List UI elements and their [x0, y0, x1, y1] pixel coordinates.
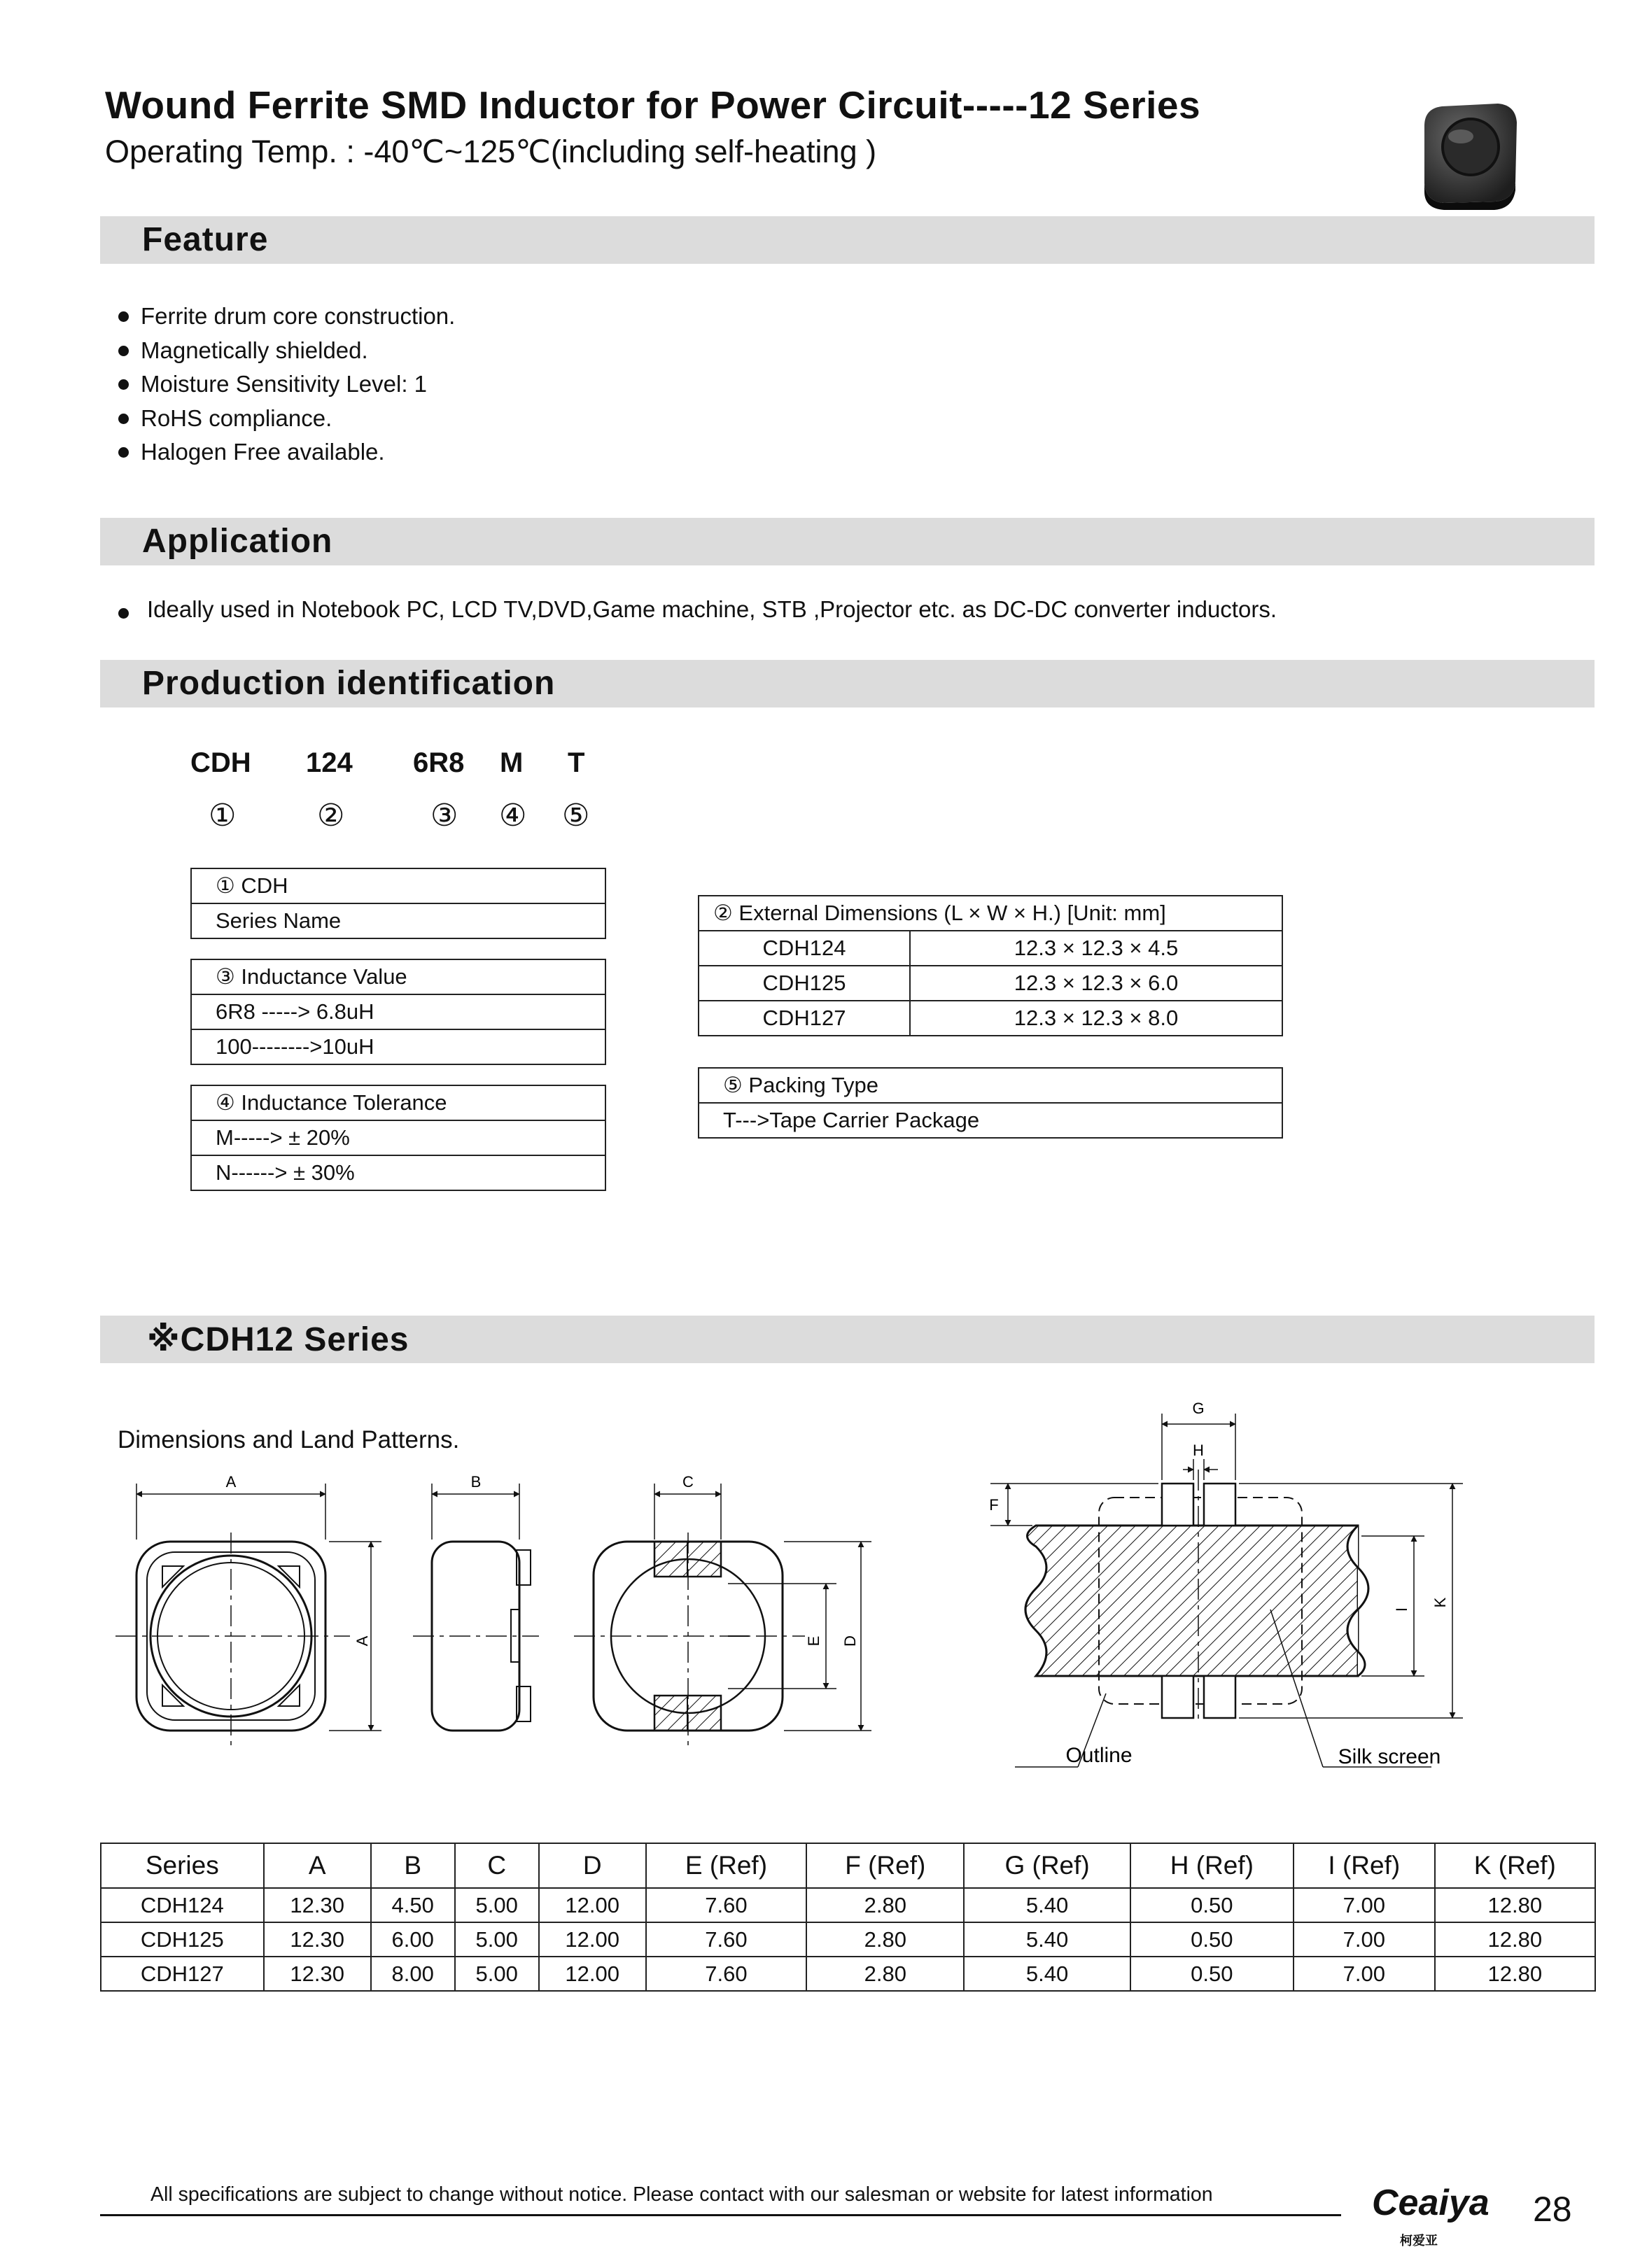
dimensions-size: 12.3 × 12.3 × 4.5 [909, 931, 1282, 965]
table-cell: CDH125 [101, 1922, 264, 1957]
brand-logo: Ceaiya [1372, 2183, 1490, 2223]
list-item: Magnetically shielded. [115, 334, 455, 368]
list-item: RoHS compliance. [115, 402, 455, 436]
outline-label: Outline [1065, 1744, 1133, 1767]
inductor-product-image [1410, 98, 1529, 210]
table-cell: 12.00 [539, 1922, 646, 1957]
table-cell: 5.40 [964, 1957, 1130, 1991]
code-number-4: ④ [499, 798, 527, 833]
table-cell: 7.00 [1294, 1957, 1435, 1991]
column-header: A [264, 1843, 371, 1888]
table-cell: 12.30 [264, 1922, 371, 1957]
side-view-drawing [413, 1484, 539, 1731]
dimensions-model: CDH125 [762, 971, 846, 995]
series-box-header: ① CDH [216, 873, 288, 898]
table-cell: 7.60 [646, 1957, 806, 1991]
code-number-2: ② [317, 798, 345, 833]
dimensions-label: Dimensions and Land Patterns. [118, 1426, 460, 1453]
table-cell: 5.40 [964, 1922, 1130, 1957]
dim-label-k: K [1431, 1597, 1449, 1608]
series-name-box [190, 868, 606, 939]
dim-label-c: C [682, 1473, 694, 1491]
dimensions-model: CDH127 [762, 1006, 846, 1030]
column-header: F (Ref) [806, 1843, 964, 1888]
application-text: Ideally used in Notebook PC, LCD TV,DVD,Game machine, STB ,Projector etc. as DC-DC converter inductors. [115, 596, 1277, 623]
column-header: H (Ref) [1130, 1843, 1294, 1888]
table-cell: 7.00 [1294, 1922, 1435, 1957]
tolerance-box-header: ④ Inductance Tolerance [216, 1090, 447, 1115]
table-cell: 4.50 [371, 1888, 455, 1922]
list-item: Moisture Sensitivity Level: 1 [115, 367, 455, 402]
feature-list [115, 300, 455, 470]
dimensions-box-header: ② External Dimensions (L × W × H.) [Unit: mm] [713, 901, 1166, 925]
table-cell: 12.30 [264, 1957, 371, 1991]
page-number: 28 [1533, 2190, 1572, 2229]
dim-label-d: D [841, 1635, 859, 1647]
dim-label-b: B [470, 1473, 482, 1491]
table-cell: CDH124 [101, 1888, 264, 1922]
inductance-tolerance-box [190, 1085, 606, 1191]
table-cell: 5.00 [455, 1922, 539, 1957]
table-cell: 12.80 [1435, 1888, 1595, 1922]
table-row [101, 1957, 1595, 1991]
table-cell: 6.00 [371, 1922, 455, 1957]
brand-logo-subtitle: 柯爱亚 [1400, 2234, 1438, 2248]
column-header: C [455, 1843, 539, 1888]
identification-section-bar [100, 660, 1595, 707]
series-section-bar [100, 1316, 1595, 1363]
dimensions-size: 12.3 × 12.3 × 6.0 [909, 966, 1282, 1000]
inductance-box-header: ③ Inductance Value [216, 964, 407, 989]
table-cell: 7.00 [1294, 1888, 1435, 1922]
table-row [101, 1922, 1595, 1957]
page-title: Wound Ferrite SMD Inductor for Power Circuit-----12 Series [105, 83, 1201, 127]
dim-label-i: I [1393, 1607, 1410, 1612]
series-box-value: Series Name [192, 903, 605, 938]
dim-label-a-top: A [225, 1473, 237, 1491]
packing-box-value: T--->Tape Carrier Package [699, 1102, 1282, 1137]
table-row [699, 1000, 1282, 1035]
dimensions-size: 12.3 × 12.3 × 8.0 [909, 1001, 1282, 1035]
bottom-view-drawing [574, 1484, 871, 1749]
inductance-box-row: 100-------->10uH [192, 1029, 605, 1064]
table-cell: 2.80 [806, 1888, 964, 1922]
dim-label-g: G [1192, 1400, 1205, 1417]
code-number-1: ① [209, 798, 237, 833]
table-cell: 0.50 [1130, 1922, 1294, 1957]
application-section-bar [100, 518, 1595, 565]
column-header: K (Ref) [1435, 1843, 1595, 1888]
table-row [699, 930, 1282, 965]
table-cell: 5.40 [964, 1888, 1130, 1922]
table-cell: CDH127 [101, 1957, 264, 1991]
land-pattern-drawing [990, 1414, 1463, 1767]
list-item: Halogen Free available. [115, 435, 455, 470]
table-cell: 5.00 [455, 1888, 539, 1922]
tolerance-box-row: M-----> ± 20% [192, 1120, 605, 1155]
identification-heading: Production identification [142, 665, 556, 702]
table-cell: 12.80 [1435, 1957, 1595, 1991]
footer-notice: All specifications are subject to change without notice. Please contact with our salesman or website for latest information [150, 2183, 1213, 2206]
table-header-row [101, 1843, 1595, 1888]
column-header: B [371, 1843, 455, 1888]
packing-type-box [698, 1067, 1283, 1139]
table-cell: 2.80 [806, 1922, 964, 1957]
table-cell: 0.50 [1130, 1957, 1294, 1991]
page-subtitle: Operating Temp. : -40℃~125℃(including self-heating ) [105, 134, 877, 169]
column-header: I (Ref) [1294, 1843, 1435, 1888]
table-row [699, 965, 1282, 1000]
tolerance-box-row: N------> ± 30% [192, 1155, 605, 1190]
spec-table [100, 1843, 1596, 1992]
dimension-drawings [0, 1400, 1633, 1819]
code-size: 124 [306, 747, 353, 778]
column-header: E (Ref) [646, 1843, 806, 1888]
table-cell: 12.00 [539, 1957, 646, 1991]
column-header: D [539, 1843, 646, 1888]
dim-label-e: E [805, 1635, 822, 1647]
dim-label-a-side: A [353, 1635, 371, 1647]
column-header: Series [101, 1843, 264, 1888]
table-row [101, 1888, 1595, 1922]
application-heading: Application [142, 523, 333, 560]
inductance-box-row: 6R8 -----> 6.8uH [192, 994, 605, 1029]
table-cell: 5.00 [455, 1957, 539, 1991]
table-cell: 2.80 [806, 1957, 964, 1991]
feature-heading: Feature [142, 221, 269, 258]
code-inductance: 6R8 [413, 747, 465, 778]
column-header: G (Ref) [964, 1843, 1130, 1888]
table-cell: 0.50 [1130, 1888, 1294, 1922]
code-series: CDH [190, 747, 251, 778]
code-tolerance: M [500, 747, 524, 778]
list-item: Ferrite drum core construction. [115, 300, 455, 334]
table-cell: 12.30 [264, 1888, 371, 1922]
silk-screen-label: Silk screen [1338, 1745, 1441, 1768]
dim-label-h: H [1193, 1442, 1204, 1459]
code-number-5: ⑤ [562, 798, 590, 833]
code-number-3: ③ [430, 798, 458, 833]
dim-label-f: F [989, 1496, 999, 1514]
packing-box-header: ⑤ Packing Type [723, 1073, 878, 1097]
external-dimensions-box [698, 895, 1283, 1036]
dimensions-model: CDH124 [762, 936, 846, 960]
table-cell: 8.00 [371, 1957, 455, 1991]
series-heading: ※CDH12 Series [147, 1321, 409, 1358]
code-packing: T [568, 747, 585, 778]
top-view-drawing [115, 1484, 381, 1749]
table-cell: 7.60 [646, 1888, 806, 1922]
feature-section-bar [100, 216, 1595, 264]
inductance-value-box [190, 959, 606, 1065]
table-cell: 7.60 [646, 1922, 806, 1957]
table-cell: 12.80 [1435, 1922, 1595, 1957]
table-cell: 12.00 [539, 1888, 646, 1922]
footer-divider [100, 2214, 1341, 2216]
